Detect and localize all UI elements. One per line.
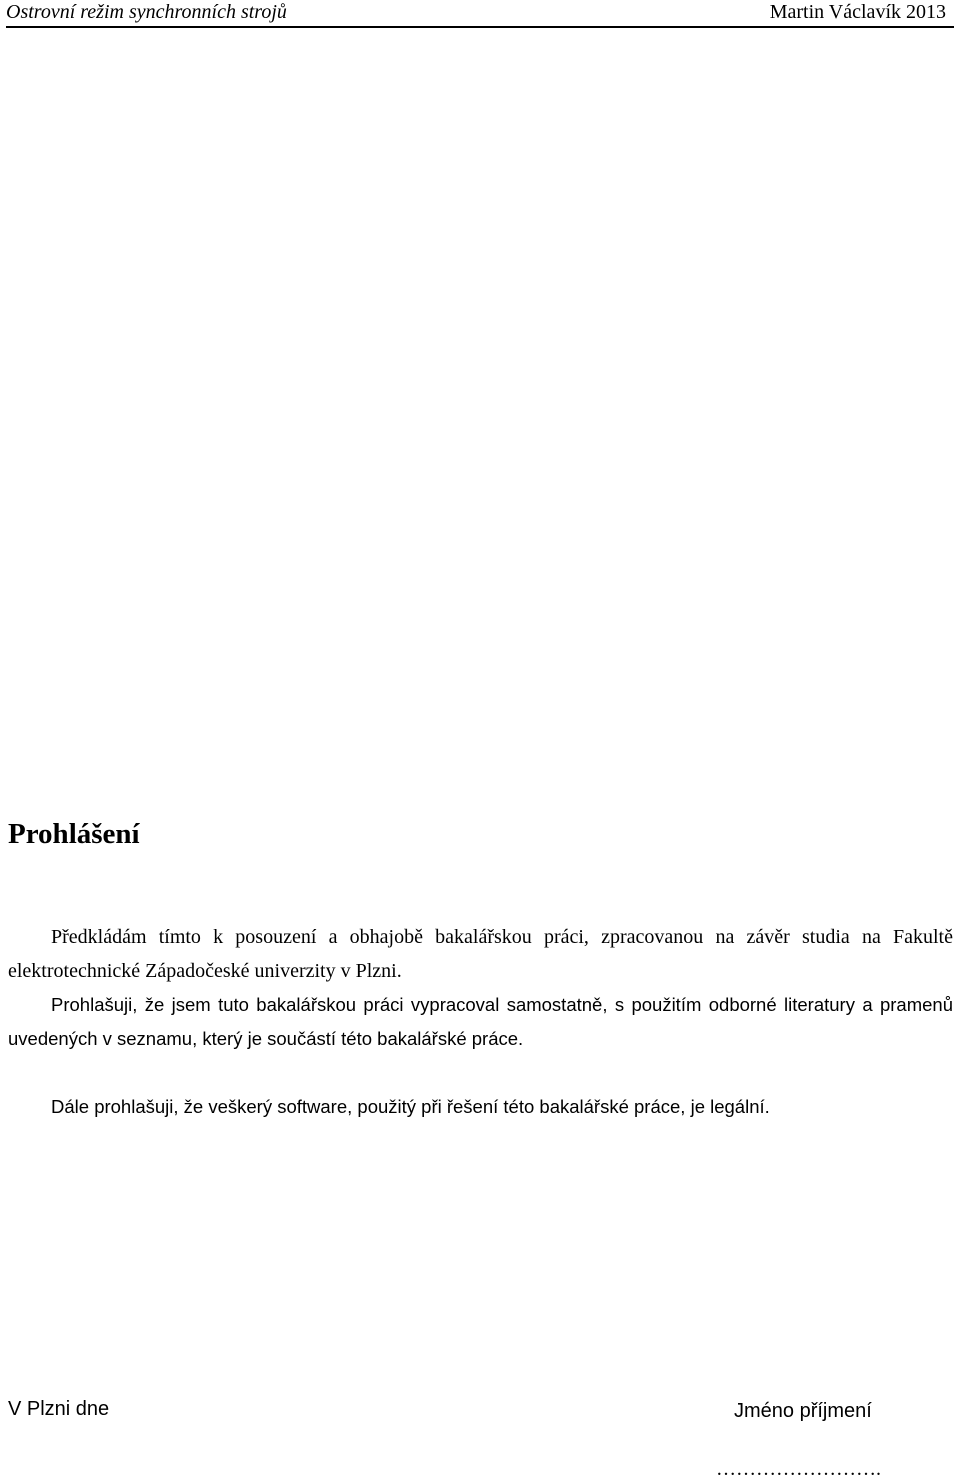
page-title: Prohlášení: [8, 818, 140, 850]
header-author-year: Martin Václavík 2013: [769, 1, 946, 23]
signature-dotted-line: …………………….: [716, 1458, 881, 1480]
signature-name-label: Jméno příjmení: [734, 1400, 872, 1422]
declaration-paragraph-originality: Prohlašuji, že jsem tuto bakalářskou práci vypracoval samostatně, s použitím odborné literatury a pramenů uvedených v seznamu, který je součástí této bakalářské práce.: [8, 994, 953, 1049]
header-thesis-title: Ostrovní režim synchronních strojů: [6, 1, 287, 23]
declaration-paragraph-software: Dále prohlašuji, že veškerý software, použitý při řešení této bakalářské práce, je legální.: [51, 1096, 770, 1117]
running-header: [6, 0, 954, 28]
place-and-date-label: V Plzni dne: [8, 1398, 110, 1420]
declaration-paragraph-submission: Předkládám tímto k posouzení a obhajobě bakalářskou práci, zpracovanou na závěr studia na Fakultě elektrotechnické Západočeské univerzity v Plzni.: [8, 926, 953, 982]
